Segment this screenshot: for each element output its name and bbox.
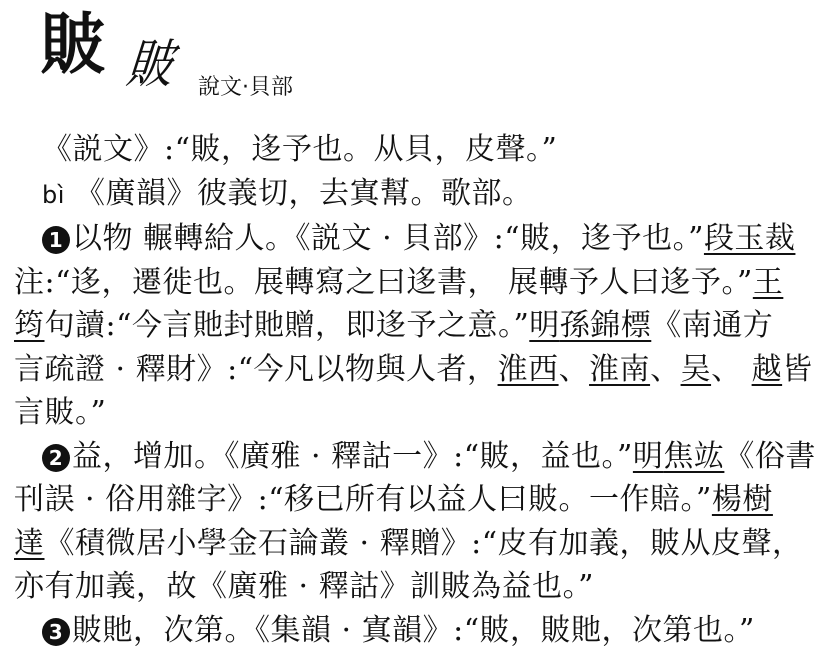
sense-2-line-3 [14, 522, 776, 566]
person-name: 楊樹 [712, 482, 773, 517]
place-name: 淮西 [498, 352, 559, 387]
shuowen-definition-line [14, 128, 776, 172]
person-name: 王 [753, 265, 784, 300]
sense-1-line-3 [14, 304, 776, 348]
sense-1-text: 言貱。” [14, 395, 106, 430]
person-name: 段玉裁 [704, 221, 796, 256]
sense-1-text: 注:“迻，遷徙也。展轉寫之曰迻書， 展轉予人曰迻予。” [14, 265, 753, 300]
sense-1-text: 以物 輾轉給人。《説文 · 貝部》:“貱，迻予也。” [72, 221, 704, 256]
sense-1-line-5 [14, 391, 776, 435]
punctuation: 、 [559, 352, 590, 387]
sense-2-text: 刊誤 · 俗用雜字》:“移已所有以益人曰貱。一作賠。” [14, 482, 712, 517]
guangyun-reading: 《廣韻》彼義切，去寘幫。歌部。 [75, 176, 533, 211]
dynasty-name: 明 [529, 308, 560, 343]
sense-2-text: 亦有加義，故《廣雅 · 釋詁》訓貱為益也。” [14, 569, 594, 604]
place-name: 越 [752, 352, 783, 387]
headword: 貱 [40, 4, 106, 84]
place-name: 吴 [681, 352, 712, 387]
sense-2-text: 益，增加。《廣雅 · 釋詁一》:“貱，益也。” [72, 439, 633, 474]
pinyin: bì [42, 181, 65, 209]
sense-2-text: 《積微居小學金石論叢 · 釋贈》:“皮有加義，貱从皮聲， [45, 526, 803, 561]
pronunciation-line [14, 172, 776, 218]
sense-3-line-1 [14, 609, 776, 652]
place-name: 淮南 [589, 352, 650, 387]
seal-script-glyph: 貱 [123, 30, 176, 100]
entry-body [14, 128, 776, 652]
sense-2-line-4 [14, 565, 776, 609]
sense-1-line-1 [14, 217, 776, 261]
person-name: 孫錦標 [560, 308, 652, 343]
person-name: 達 [14, 526, 45, 561]
sense-1-line-4 [14, 348, 776, 392]
sense-2-text: 《俗書 [724, 439, 816, 474]
sense-1-text: 言疏證 · 釋財》:“今凡以物與人者， [14, 352, 498, 387]
sense-3-text: 貱貤，次第。《集韻 · 寘韻》:“貱，貱貤，次第也。” [72, 613, 755, 648]
sense-number-3-icon: 3 [42, 618, 70, 646]
sense-2-line-2 [14, 478, 776, 522]
sense-1-line-2 [14, 261, 776, 305]
sense-1-text: 句讀:“今言貤封貤贈，即迻予之意。” [45, 308, 530, 343]
person-name: 筠 [14, 308, 45, 343]
seal-source-label: 說文·貝部 [198, 74, 293, 102]
sense-1-text: 皆 [782, 352, 813, 387]
sense-1-text: 《南通方 [651, 308, 773, 343]
sense-number-1-icon: 1 [42, 226, 70, 254]
person-name: 焦竑 [663, 439, 724, 474]
punctuation: 、 [711, 352, 752, 387]
dynasty-name: 明 [633, 439, 664, 474]
sense-number-2-icon: 2 [42, 444, 70, 472]
sense-2-line-1 [14, 435, 776, 479]
punctuation: 、 [650, 352, 681, 387]
shuowen-definition: 《説文》:“貱，迻予也。从貝，皮聲。” [42, 132, 557, 167]
